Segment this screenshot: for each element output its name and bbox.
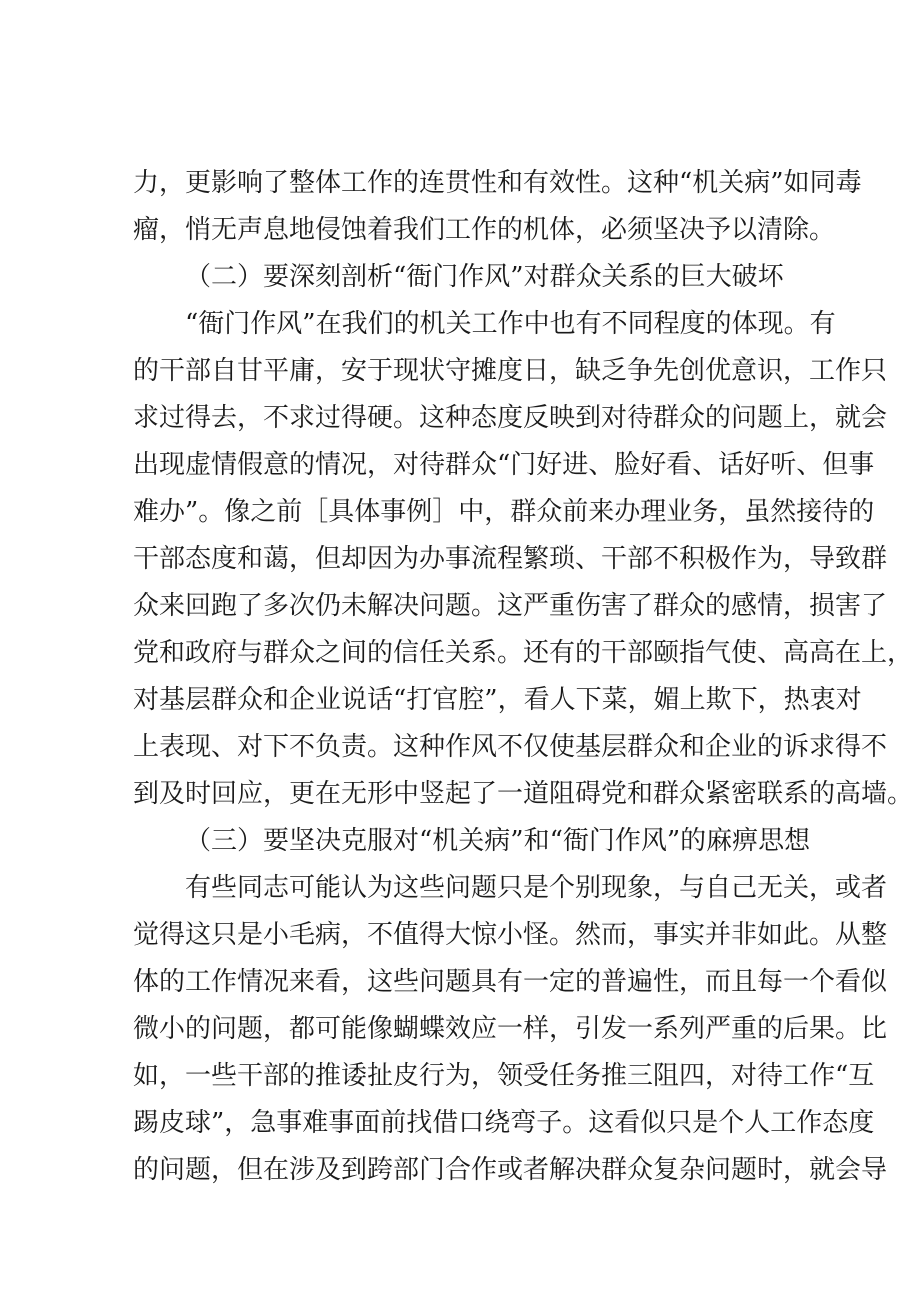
paragraph-line: 有些同志可能认为这些问题只是个别现象，与自己无关，或者 [185, 873, 888, 903]
paragraph-line: 到及时回应，更在无形中竖起了一道阻碍党和群众紧密联系的高墙。 [133, 779, 914, 809]
paragraph-line: 求过得去，不求过得硬。这种态度反映到对待群众的问题上，就会 [133, 403, 888, 433]
paragraph-line: 干部态度和蔼，但却因为办事流程繁琐、干部不积极作为，导致群 [133, 544, 888, 574]
paragraph-line: 的干部自甘平庸，安于现状守摊度日，缺乏争先创优意识，工作只 [133, 356, 888, 386]
paragraph-line: 上表现、对下不负责。这种作风不仅使基层群众和企业的诉求得不 [133, 732, 888, 762]
paragraph-line: 的问题，但在涉及到跨部门合作或者解决群众复杂问题时，就会导 [133, 1155, 888, 1185]
paragraph-line: 难办”。像之前［具体事例］中，群众前来办理业务，虽然接待的 [133, 497, 875, 527]
paragraph-line: 党和政府与群众之间的信任关系。还有的干部颐指气使、高高在上， [133, 638, 914, 668]
section-heading: （二）要深刻剖析“衙门作风”对群众关系的巨大破坏 [185, 262, 784, 292]
paragraph-line: 瘤，悄无声息地侵蚀着我们工作的机体，必须坚决予以清除。 [133, 215, 836, 245]
paragraph-line: 踢皮球”，急事难事面前找借口绕弯子。这看似只是个人工作态度 [133, 1108, 875, 1138]
paragraph-line: 体的工作情况来看，这些问题具有一定的普遍性，而且每一个看似 [133, 967, 888, 997]
paragraph-line: 众来回跑了多次仍未解决问题。这严重伤害了群众的感情，损害了 [133, 591, 888, 621]
paragraph-line: 力，更影响了整体工作的连贯性和有效性。这种“机关病”如同毒 [133, 168, 862, 198]
paragraph-line: “衙门作风”在我们的机关工作中也有不同程度的体现。有 [185, 309, 836, 339]
paragraph-line: 觉得这只是小毛病，不值得大惊小怪。然而，事实并非如此。从整 [133, 920, 888, 950]
paragraph-line: 微小的问题，都可能像蝴蝶效应一样，引发一系列严重的后果。比 [133, 1014, 888, 1044]
paragraph-line: 如，一些干部的推诿扯皮行为，领受任务推三阻四，对待工作“互 [133, 1061, 875, 1091]
paragraph-line: 对基层群众和企业说话“打官腔”，看人下菜，媚上欺下，热衷对 [133, 685, 862, 715]
section-heading: （三）要坚决克服对“机关病”和“衙门作风”的麻痹思想 [185, 826, 811, 856]
paragraph-line: 出现虚情假意的情况，对待群众“门好进、脸好看、话好听、但事 [133, 450, 875, 480]
